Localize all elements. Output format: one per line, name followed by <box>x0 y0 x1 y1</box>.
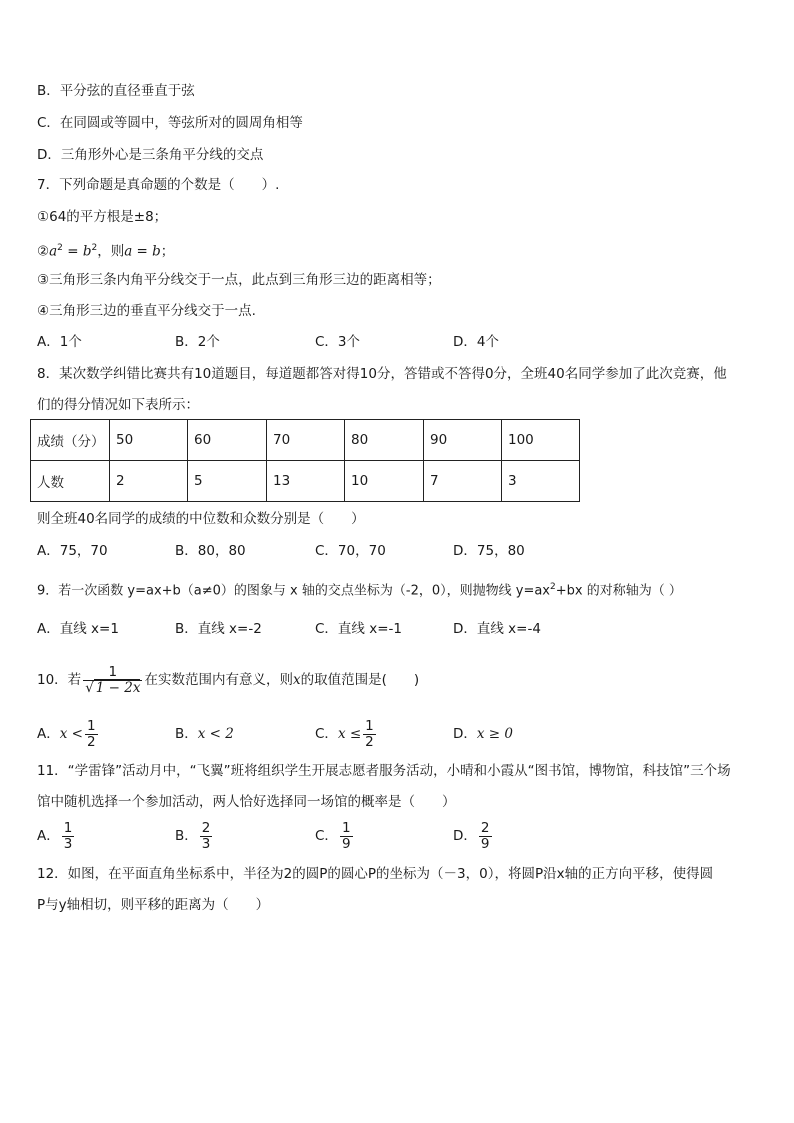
q7-statement-4: ④三角形三边的垂直平分线交于一点. <box>37 303 256 319</box>
table-row <box>31 420 580 461</box>
q7-statement-2: $②a^2 = b^2$，则a = b； <box>37 243 175 260</box>
q7-option-b: B．2个 <box>175 334 220 350</box>
q10-stem <box>37 660 419 700</box>
q8-option-b: B．80，80 <box>175 543 246 559</box>
q10-option-a-var: x < <box>59 726 83 742</box>
q11-option-a-den: 3 <box>63 835 73 852</box>
q10-option-b <box>175 716 234 752</box>
q10-option-a-num: 1 <box>86 717 96 734</box>
table-cell: 3 <box>502 461 580 502</box>
q8-option-c: C．70，70 <box>315 543 386 559</box>
q11-option-b-label: B． <box>175 828 198 844</box>
q9-stem-a: 9．若一次函数 y=ax+b（a≠0）的图象与 x 轴的交点坐标为（-2，0），则抛物线 y=ax <box>37 583 550 599</box>
q10-option-c-var: x ≤ <box>337 726 362 742</box>
q11-option-d-num: 2 <box>480 819 490 836</box>
q7-stem: 7．下列命题是真命题的个数是（ ）. <box>37 177 280 193</box>
q11-option-a <box>37 818 76 854</box>
q6-option-d: D．三角形外心是三条角平分线的交点 <box>37 147 264 163</box>
q11-option-d <box>453 818 494 854</box>
q12-stem-line1: 12．如图，在平面直角坐标系中，半径为2的圆P的圆心P的坐标为（－3，0），将圆P沿x轴的正方向平移，使得圆 <box>37 866 714 882</box>
q9-option-a: A．直线 x=1 <box>37 621 119 637</box>
table-cell: 5 <box>188 461 267 502</box>
q10-suffix-a: 在实数范围内有意义，则 <box>144 672 293 688</box>
q11-option-c-den: 9 <box>341 835 351 852</box>
table-row <box>31 461 580 502</box>
q7-s2-prefix: ② <box>37 243 50 260</box>
table-cell: 成绩（分） <box>31 420 110 461</box>
q7-s2-eq: = <box>62 243 83 260</box>
table-cell: 100 <box>502 420 580 461</box>
q10-option-a-label: A． <box>37 726 60 742</box>
q7-option-a: A．1个 <box>37 334 82 350</box>
q10-option-a <box>37 716 100 752</box>
q10-option-d-text: x ≥ 0 <box>476 726 514 742</box>
q11-option-a-label: A． <box>37 828 60 844</box>
table-cell: 70 <box>267 420 345 461</box>
q9-stem-b: +bx 的对称轴为（ ） <box>555 583 682 599</box>
q11-stem-line1: 11．“学雷锋”活动月中，“飞翼”班将组织学生开展志愿者服务活动，小晴和小霞从“图书馆，博物馆，科技馆”三个场 <box>37 763 731 779</box>
q11-option-c <box>315 818 355 854</box>
q11-stem-line2: 馆中随机选择一个参加活动，两人恰好选择同一场馆的概率是（ ） <box>37 794 456 810</box>
q10-option-b-text: x < 2 <box>197 726 234 742</box>
q9-option-b: B．直线 x=-2 <box>175 621 262 637</box>
q6-option-c: C．在同圆或等圆中，等弦所对的圆周角相等 <box>37 115 303 131</box>
q10-option-c-label: C． <box>315 726 338 742</box>
q10-frac-num: 1 <box>108 663 118 680</box>
table-cell: 13 <box>267 461 345 502</box>
q8-question: 则全班40名同学的成绩的中位数和众数分别是（ ） <box>37 511 365 527</box>
q9-stem <box>37 578 682 600</box>
q9-option-d: D．直线 x=-4 <box>453 621 541 637</box>
q11-option-d-den: 9 <box>480 835 490 852</box>
q11-option-d-label: D． <box>453 828 477 844</box>
table-cell: 7 <box>424 461 502 502</box>
q11-option-b-num: 2 <box>201 819 211 836</box>
q7-s2-b: b <box>82 243 92 260</box>
q7-s2-mid: ，则 <box>97 243 125 260</box>
q10-var: x <box>292 672 301 688</box>
q11-option-b <box>175 818 214 854</box>
q11-option-a-num: 1 <box>63 819 73 836</box>
q7-option-d: D．4个 <box>453 334 499 350</box>
table-cell: 60 <box>188 420 267 461</box>
q10-fraction <box>83 665 142 696</box>
q9-stem-sup: 2 <box>550 582 556 592</box>
q10-option-b-label: B． <box>175 726 198 742</box>
q10-prefix: 10．若 <box>37 672 82 688</box>
q7-statement-1: ①64的平方根是±8； <box>37 209 168 225</box>
q6-option-b: B．平分弦的直径垂直于弦 <box>37 83 195 99</box>
q12-stem-line2: P与y轴相切，则平移的距离为（ ） <box>37 897 270 913</box>
q10-option-d <box>453 716 513 752</box>
q8-stem-line2: 们的得分情况如下表所示： <box>37 397 199 413</box>
q7-s2-a: a <box>49 243 58 260</box>
q9-option-c: C．直线 x=-1 <box>315 621 402 637</box>
table-cell: 2 <box>110 461 188 502</box>
q7-s2-end: ； <box>160 243 175 260</box>
q10-option-c-den: 2 <box>365 733 374 750</box>
q10-sqrt-content: 1 − 2x <box>95 679 141 696</box>
q10-suffix-b: 的取值范围是( ) <box>300 672 420 688</box>
q7-option-c: C．3个 <box>315 334 361 350</box>
q7-s2-c: a = b <box>124 243 161 260</box>
q11-option-c-num: 1 <box>341 819 351 836</box>
table-cell: 90 <box>424 420 502 461</box>
q8-option-a: A．75，70 <box>37 543 108 559</box>
table-cell: 80 <box>345 420 424 461</box>
q10-option-d-label: D． <box>453 726 477 742</box>
q10-option-a-den: 2 <box>86 733 96 750</box>
q10-frac-den: √ 1 − 2x <box>85 679 141 696</box>
q7-statement-3: ③三角形三条内角平分线交于一点，此点到三角形三边的距离相等； <box>37 272 441 288</box>
q10-option-c-num: 1 <box>365 717 374 734</box>
q8-stem-line1: 8．某次数学纠错比赛共有10道题目，每道题都答对得10分，答错或不答得0分，全班40名同学参加了此次竞赛，他 <box>37 366 727 382</box>
q8-option-d: D．75，80 <box>453 543 525 559</box>
q11-option-c-label: C． <box>315 828 338 844</box>
q11-option-b-den: 3 <box>201 835 211 852</box>
table-cell: 10 <box>345 461 424 502</box>
q10-option-c <box>315 716 378 752</box>
table-cell: 50 <box>110 420 188 461</box>
score-table <box>30 419 580 502</box>
table-cell: 人数 <box>31 461 110 502</box>
